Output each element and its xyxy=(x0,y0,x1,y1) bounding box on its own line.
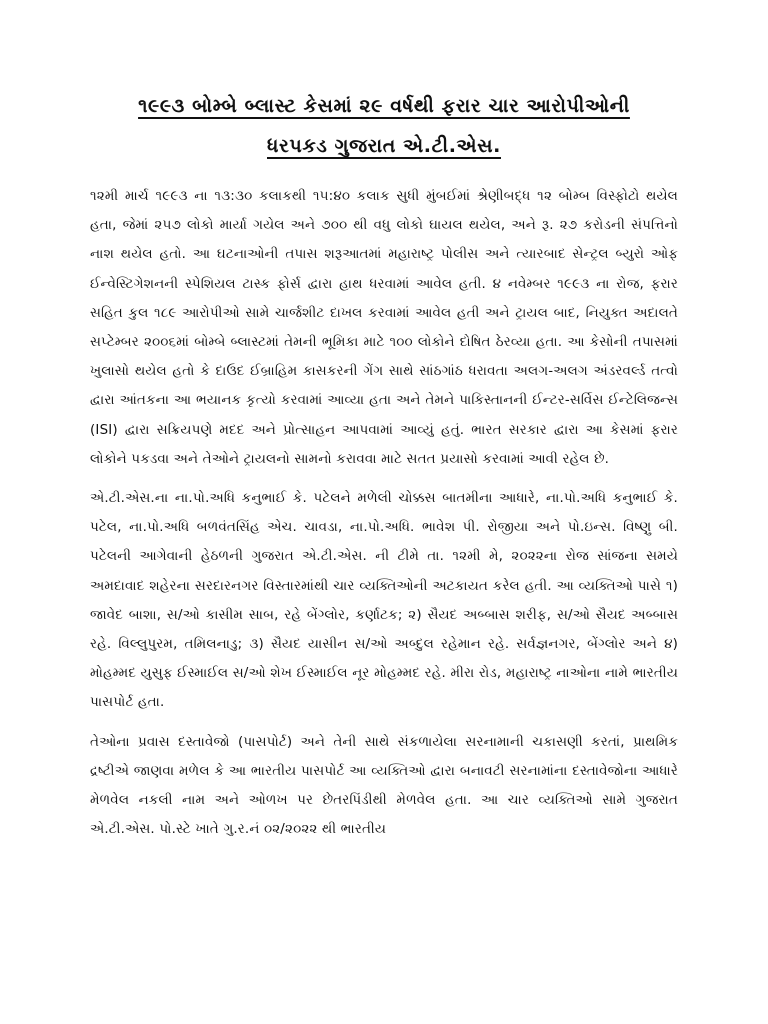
title-line-2: ધરપકડ ગુજરાત એ.ટી.એસ. xyxy=(267,135,501,157)
title-line-1: ૧૯૯૩ બોમ્બે બ્લાસ્ટ કેસમાં ૨૯ વર્ષથી ફરાર ચાર આરોપીઓની xyxy=(138,95,630,117)
paragraph-2: એ.ટી.એસ.ના ના.પો.અધિ કનુભાઈ કે. પટેલને મળેલી ચોક્કસ બાતમીના આધારે, ના.પો.અધિ કનુભાઈ કે. પટેલ, ના.પો.અધિ બળવંતસિંહ એચ. ચાવડા, ના.પો.અધિ. ભાવેશ પી. રોજીયા અને પો.ઇન્સ. વિષ્ણુ બી. પટેલની આગેવાની હેઠળની ગુજરાત એ.ટી.એસ. ની ટીમે તા. ૧૨મી મે, ૨૦૨૨ના રોજ સાંજના સમયે અમદાવાદ શહેરના સરદારનગર વિસ્તારમાંથી ચાર વ્યક્તિઓની અટકાયત કરેલ હતી. આ વ્યક્તિઓ પાસે ૧) જાવેદ બાશા, સ/ઓ કાસીમ સાબ, રહે બેંગ્લોર, કર્ણાટક; ૨) સૈયદ અબ્બાસ શરીફ, સ/ઓ સૈયદ અબ્બાસ રહે. વિલ્લુપુરમ, તમિલનાડુ; ૩) સૈયદ યાસીન સ/ઓ અબ્દુલ રહેમાન રહે. સર્વજ્ઞનગર, બેંગ્લોર અને ૪) મોહમ્મદ યુસુફ ઈસ્માઈલ સ/ઓ શેખ ઈસ્માઈલ નૂર મોહમ્મદ રહે. મીરા રોડ, મહારાષ્ટ્ર નાઓના નામે ભારતીય પાસપોર્ટ હતા. xyxy=(90,491,678,711)
document-title xyxy=(90,86,678,166)
paragraph-3: તેઓના પ્રવાસ દસ્તાવેજો (પાસપોર્ટ) અને તેની સાથે સંકળાયેલા સરનામાની ચકાસણી કરતાં, પ્રાથમિક દ્રષ્ટીએ જાણવા મળેલ કે આ ભારતીય પાસપોર્ટ આ વ્યક્તિઓ દ્વારા બનાવટી સરનામાંના દસ્તાવેજોના આધારે મેળવેલ નકલી નામ અને ઓળખ પર છેતરપિંડીથી મેળવેલ હતા. આ ચાર વ્યક્તિઓ સામે ગુજરાત એ.ટી.એસ. પો.સ્ટે ખાતે ગુ.ર.નં ૦૨/૨૦૨૨ થી ભારતીય xyxy=(90,734,678,838)
paragraph-1: ૧૨મી માર્ચ ૧૯૯૩ ના ૧૩:૩૦ કલાકથી ૧૫:૪૦ કલાક સુધી મુંબઈમાં શ્રેણીબદ્ધ ૧૨ બોમ્બ વિસ્ફોટો થયેલ હતા, જેમાં ૨૫૭ લોકો માર્યા ગયેલ અને ૭૦૦ થી વધુ લોકો ઘાયલ થયેલ, અને રૂ. ૨૭ કરોડની સંપત્તિનો નાશ થયેલ હતો. આ ઘટનાઓની તપાસ શરૂઆતમાં મહારાષ્ટ્ર પોલીસ અને ત્યારબાદ સેન્ટ્રલ બ્યુરો ઓફ ઈન્વેસ્ટિગેશનની સ્પેશિયલ ટાસ્ક ફોર્સ દ્વારા હાથ ધરવામાં આવેલ હતી. ૪ નવેમ્બર ૧૯૯૩ ના રોજ, ફરાર સહિત કુલ ૧૮૯ આરોપીઓ સામે ચાર્જશીટ દાખલ કરવામાં આવેલ હતી અને ટ્રાયલ બાદ, નિયુક્ત અદાલતે સપ્ટેમ્બર ૨૦૦૬માં બોમ્બે બ્લાસ્ટમાં તેમની ભૂમિકા માટે ૧૦૦ લોકોને દોષિત ઠેરવ્યા હતા. આ કેસોની તપાસમાં ખુલાસો થયેલ હતો કે દાઉદ ઈબ્રાહિમ કાસકરની ગેંગ સાથે સાંઠગાંઠ ધરાવતા અલગ-અલગ અંડરવર્લ્ડ તત્વો દ્વારા આંતકના આ ભયાનક કૃત્યો કરવામાં આવ્યા હતા અને તેમને પાકિસ્તાનની ઈન્ટર-સર્વિસ ઈન્ટેલિજન્સ (ISI) દ્વારા સક્રિયપણે મદદ અને પ્રોત્સાહન આપવામાં આવ્યું હતું. ભારત સરકાર દ્વારા આ કેસમાં ફરાર લોકોને પકડવા અને તેઓને ટ્રાયલનો સામનો કરાવવા માટે સતત પ્રયાસો કરવામાં આવી રહેલ છે. xyxy=(90,189,678,467)
